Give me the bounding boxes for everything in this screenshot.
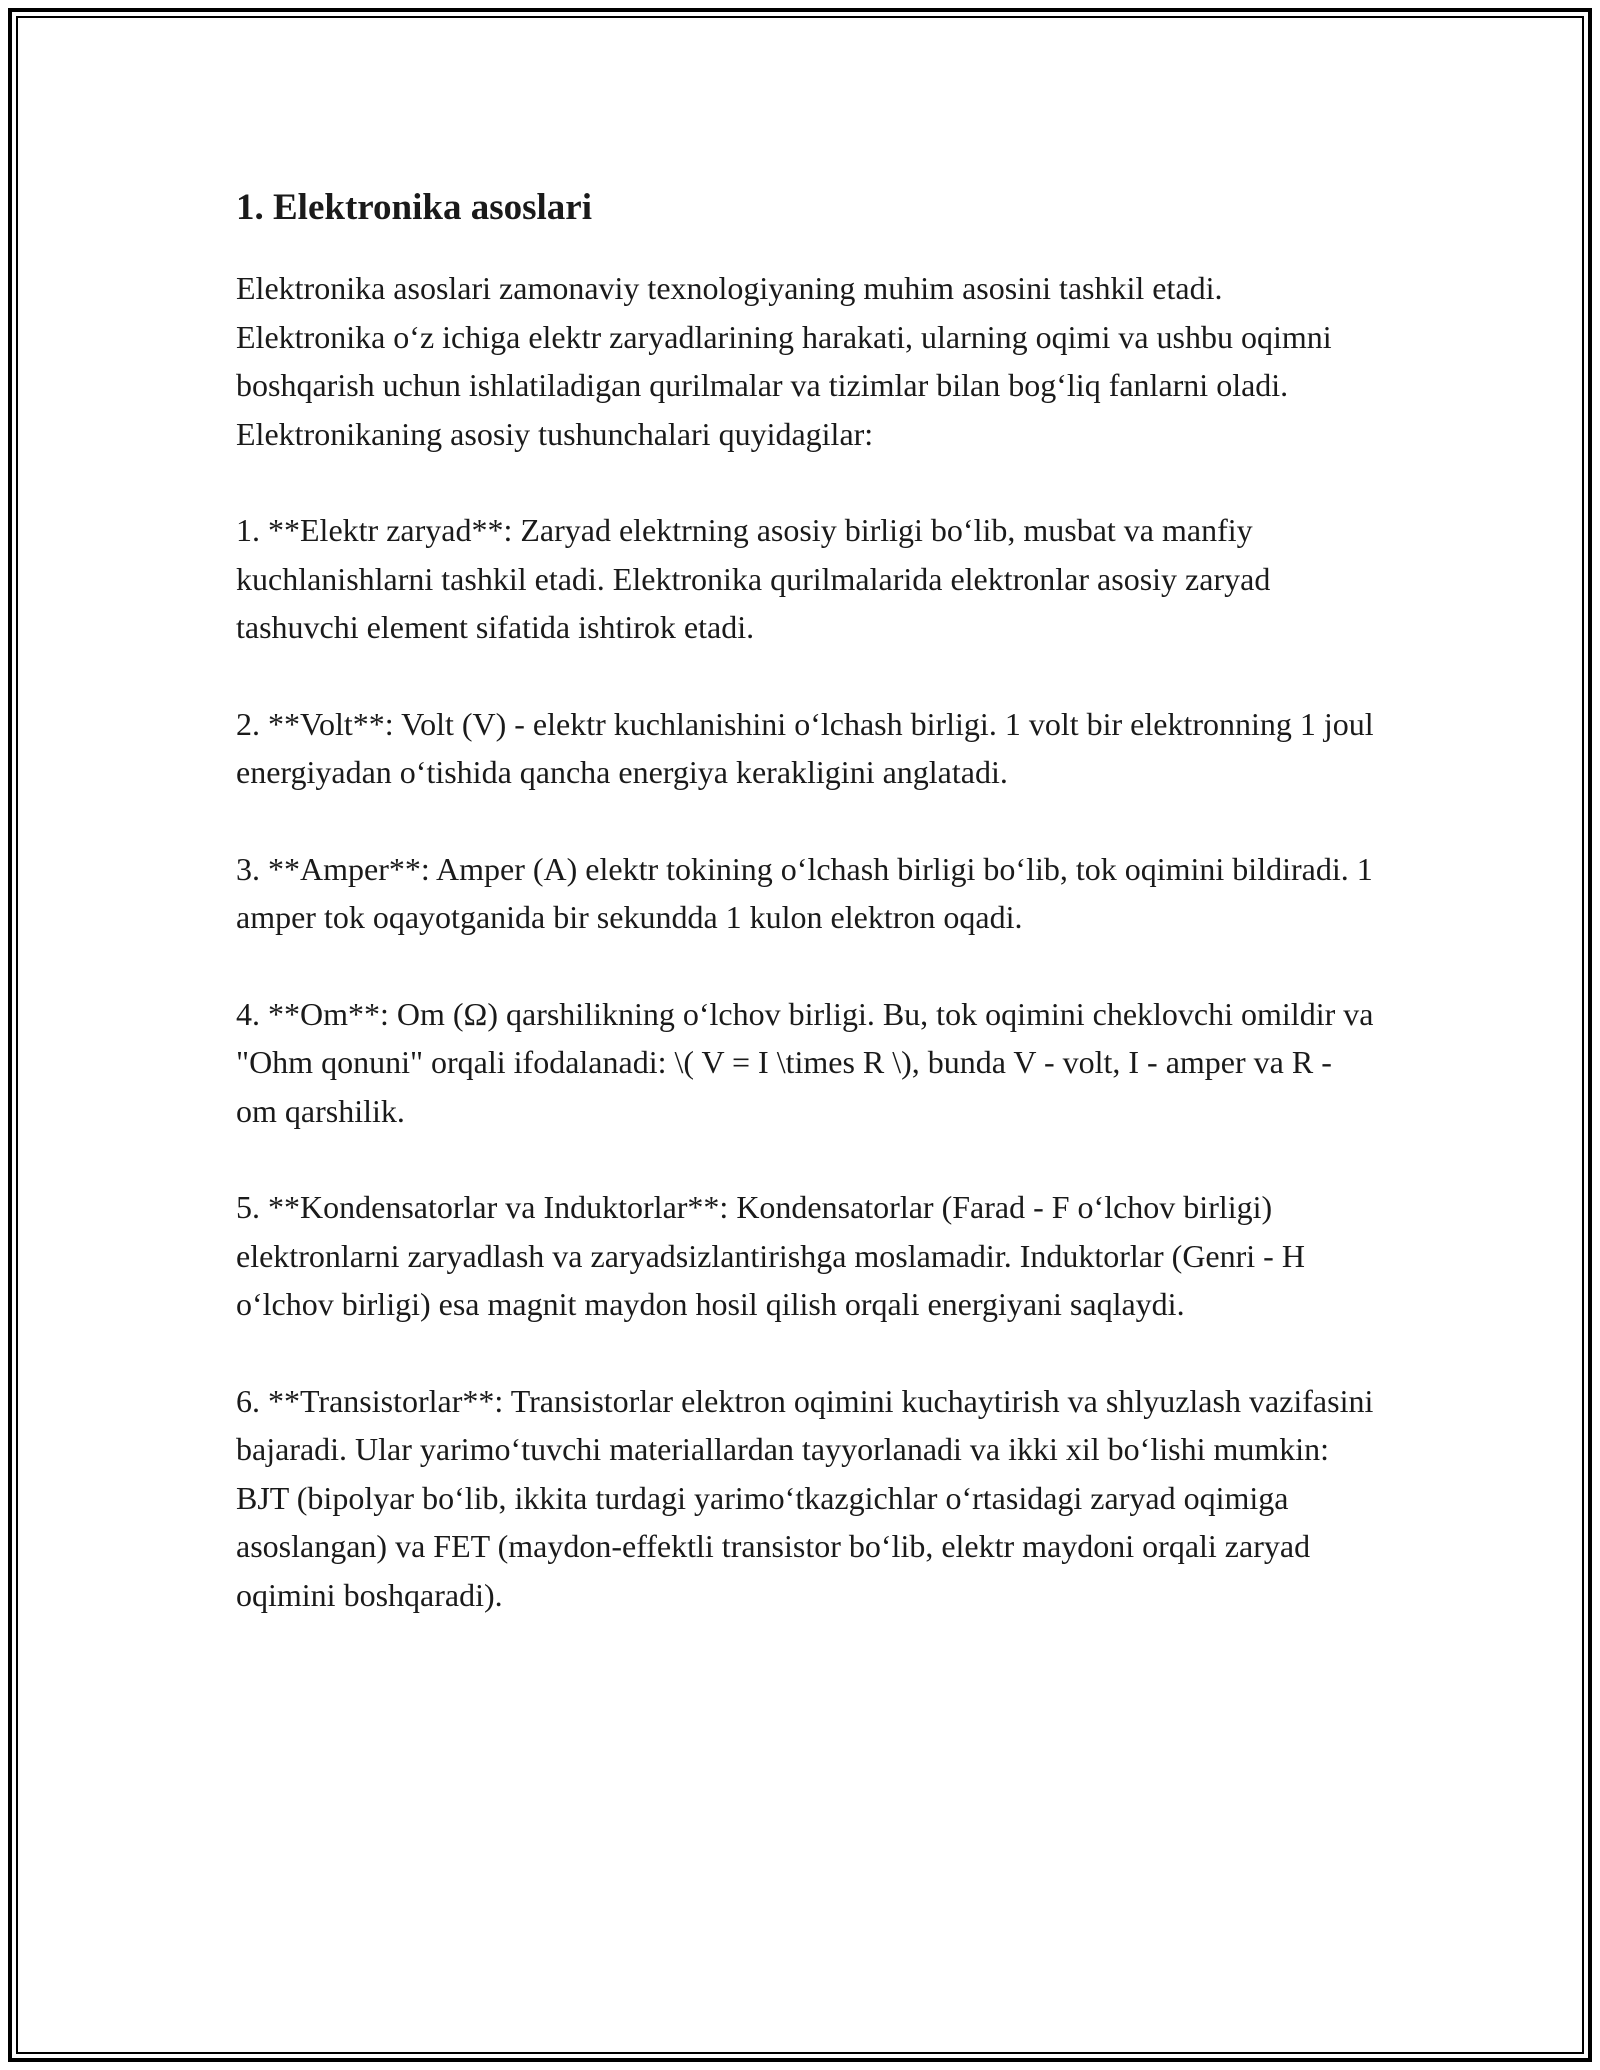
paragraph-ampere: 3. **Amper**: Amper (A) elektr tokining o‘lchash birligi bo‘lib, tok oqimini bildiradi. 1 amper tok oqayotganida bir sekundda 1 kulon elektron oqadi. [236,850,1373,936]
paragraph-transistors: 6. **Transistorlar**: Transistorlar elektron oqimini kuchaytirish va shlyuzlash vazifasini bajaradi. Ular yarimo‘tuvchi materiallardan tayyorlanadi va ikki xil bo‘lishi mumkin: BJT (bipolyar bo‘lib, ikkita turdagi yarimo‘tkazgichlar o‘rtasidagi zaryad oqimiga asoslangan) va FET (maydon-effektli transistor bo‘lib, elektr maydoni orqali zaryad oqimini boshqaradi). [236,1382,1374,1613]
paragraph-electric-charge: 1. **Elektr zaryad**: Zaryad elektrning asosiy birligi bo‘lib, musbat va manfiy kuchlanishlarni tashkil etadi. Elektronika qurilmalarida elektronlar asosiy zaryad tashuvchi element sifatida ishtirok etadi. [236,512,1271,646]
paragraph-capacitors-inductors: 5. **Kondensatorlar va Induktorlar**: Kondensatorlar (Farad - F o‘lchov birligi) elektronlarni zaryadlash va zaryadsizlantirishga moslamadir. Induktorlar (Genri - H o‘lchov birligi) esa magnit maydon hosil qilish orqali energiyani saqlaydi. [236,1189,1305,1323]
document-title: 1. Elektronika asoslari [236,187,592,228]
paragraph-volt: 2. **Volt**: Volt (V) - elektr kuchlanishini o‘lchash birligi. 1 volt bir elektronning 1 joul energiyadan o‘tishida qancha energiya kerakligini anglatadi. [236,705,1374,791]
intro-paragraph: Elektronika asoslari zamonaviy texnologiyaning muhim asosini tashkil etadi. Elektronika o‘z ichiga elektr zaryadlarining harakati, ularning oqimi va ushbu oqimni boshqarish uchun ishlatiladigan qurilmalar va tizimlar bilan bog‘liq fanlarni oladi. Elektronikaning asosiy tushunchalari quyidagilar: [236,270,1332,452]
document-body [236,186,1376,1667]
paragraph-ohm: 4. **Om**: Om (Ω) qarshilikning o‘lchov birligi. Bu, tok oqimini cheklovchi omildir va "Ohm qonuni" orqali ifodalanadi: \( V = I \times R \), bunda V - volt, I - amper va R - om qarshilik. [236,995,1374,1129]
